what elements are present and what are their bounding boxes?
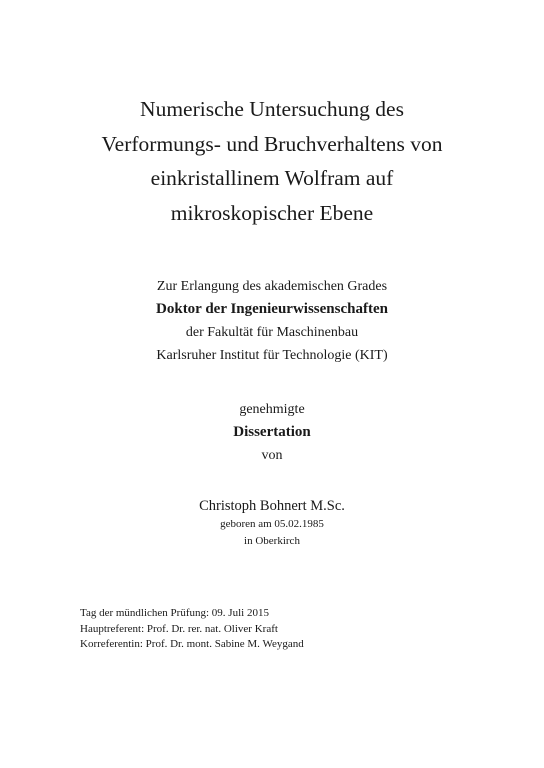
- co-referee: Korreferentin: Prof. Dr. mont. Sabine M. Weygand: [80, 638, 304, 650]
- author-born: geboren am 05.02.1985: [220, 518, 324, 530]
- title-line-2: Verformungs- und Bruchverhaltens von: [101, 131, 443, 156]
- faculty: der Fakultät für Maschinenbau: [185, 325, 359, 340]
- examination-info: [80, 606, 304, 653]
- title-line-4: mikroskopischer Ebene: [170, 200, 374, 225]
- dissertation-block: [0, 398, 544, 467]
- exam-date: Tag der mündlichen Prüfung: 09. Juli 2015: [80, 607, 269, 619]
- degree-name: Doktor der Ingenieurwissenschaften: [156, 301, 388, 317]
- author-block: [0, 496, 544, 550]
- by-label: von: [261, 448, 283, 463]
- degree-block: [0, 275, 544, 367]
- institute: Karlsruher Institut für Technologie (KIT): [156, 348, 388, 363]
- degree-intro: Zur Erlangung des akademischen Grades: [156, 279, 388, 294]
- main-referee: Hauptreferent: Prof. Dr. rer. nat. Oliver Kraft: [80, 622, 278, 635]
- dissertation-label: Dissertation: [233, 424, 311, 440]
- title-line-3: einkristallinem Wolfram auf: [150, 166, 394, 190]
- approved-label: genehmigte: [239, 402, 305, 417]
- author-name: Christoph Bohnert M.Sc.: [199, 498, 345, 514]
- thesis-title: [0, 92, 544, 230]
- title-line-1: Numerische Untersuchung des: [140, 97, 404, 121]
- author-birthplace: in Oberkirch: [244, 535, 300, 547]
